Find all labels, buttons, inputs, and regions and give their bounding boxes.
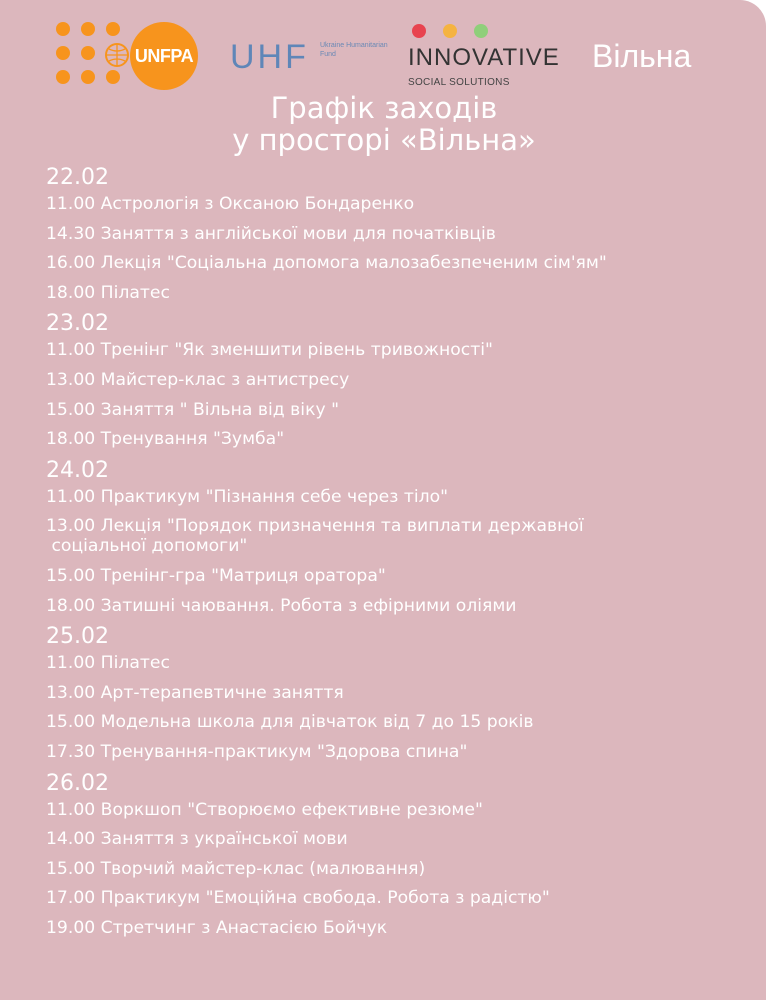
event-item: 11.00 Практикум "Пізнання себе через тіло" [46, 486, 449, 507]
event-item: 13.00 Арт-терапевтичне заняття [46, 682, 344, 703]
event-item: 11.00 Пілатес [46, 653, 170, 674]
yellow-dot-icon [443, 24, 457, 38]
schedule-list [46, 162, 746, 947]
event-item: 15.00 Заняття " Вільна від віку " [46, 399, 339, 420]
day-date: 25.02 [46, 624, 109, 650]
day-date: 23.02 [46, 311, 109, 337]
event-item: 15.00 Тренінг-гра "Матриця оратора" [46, 565, 386, 586]
event-item: 18.00 Тренування "Зумба" [46, 429, 285, 450]
event-item: 14.00 Заняття з української мови [46, 829, 348, 850]
page-title [0, 92, 768, 156]
uhf-logo: UHF [230, 38, 309, 76]
event-item: 18.00 Затишні чаювання. Робота з ефірними оліями [46, 595, 517, 616]
day-block [46, 772, 746, 938]
event-item: 19.00 Стретчинг з Анастасією Бойчук [46, 917, 388, 938]
event-item: 18.00 Пілатес [46, 282, 170, 303]
event-item: 11.00 Воркшоп "Створюємо ефективне резюме" [46, 799, 483, 820]
event-item: 15.00 Творчий майстер-клас (малювання) [46, 858, 426, 879]
event-item: 15.00 Модельна школа для дівчаток від 7 до 15 років [46, 712, 534, 733]
event-item: 17.30 Тренування-практикум "Здорова спина" [46, 741, 468, 762]
event-item: 13.00 Майстер-клас з антистресу [46, 369, 350, 390]
day-block [46, 459, 746, 616]
event-item: 11.00 Тренінг "Як зменшити рівень тривожності" [46, 340, 493, 361]
vilna-logo: Вільна [592, 38, 692, 74]
unfpa-logo: UNFPA [130, 22, 198, 90]
day-block [46, 166, 746, 303]
innovative-logo: INNOVATIVE [408, 44, 560, 71]
partner-logos [0, 0, 768, 100]
innovative-logo-subtitle: SOCIAL SOLUTIONS [408, 77, 510, 88]
day-block [46, 312, 746, 449]
title-line-2: у просторі «Вільна» [232, 123, 536, 157]
day-block [46, 625, 746, 762]
green-dot-icon [474, 24, 488, 38]
title-line-1: Графік заходів [270, 91, 498, 125]
event-item: 14.30 Заняття з англійської мови для початківців [46, 223, 496, 244]
event-item: 11.00 Астрологія з Оксаною Бондаренко [46, 194, 415, 214]
event-item: 17.00 Практикум "Емоційна свобода. Робота з радістю" [46, 888, 550, 909]
event-item: 16.00 Лекція "Соціальна допомога малозабезпеченим сім'ям" [46, 253, 607, 274]
day-date: 22.02 [46, 165, 109, 190]
event-item: 13.00 Лекція "Порядок призначення та виплати державної соціальної допомоги" [46, 516, 584, 557]
day-date: 26.02 [46, 770, 109, 796]
un-globe-icon [104, 42, 130, 68]
red-dot-icon [412, 24, 426, 38]
uhf-logo-subtitle: Ukraine Humanitarian Fund [320, 42, 388, 58]
day-date: 24.02 [46, 457, 109, 483]
